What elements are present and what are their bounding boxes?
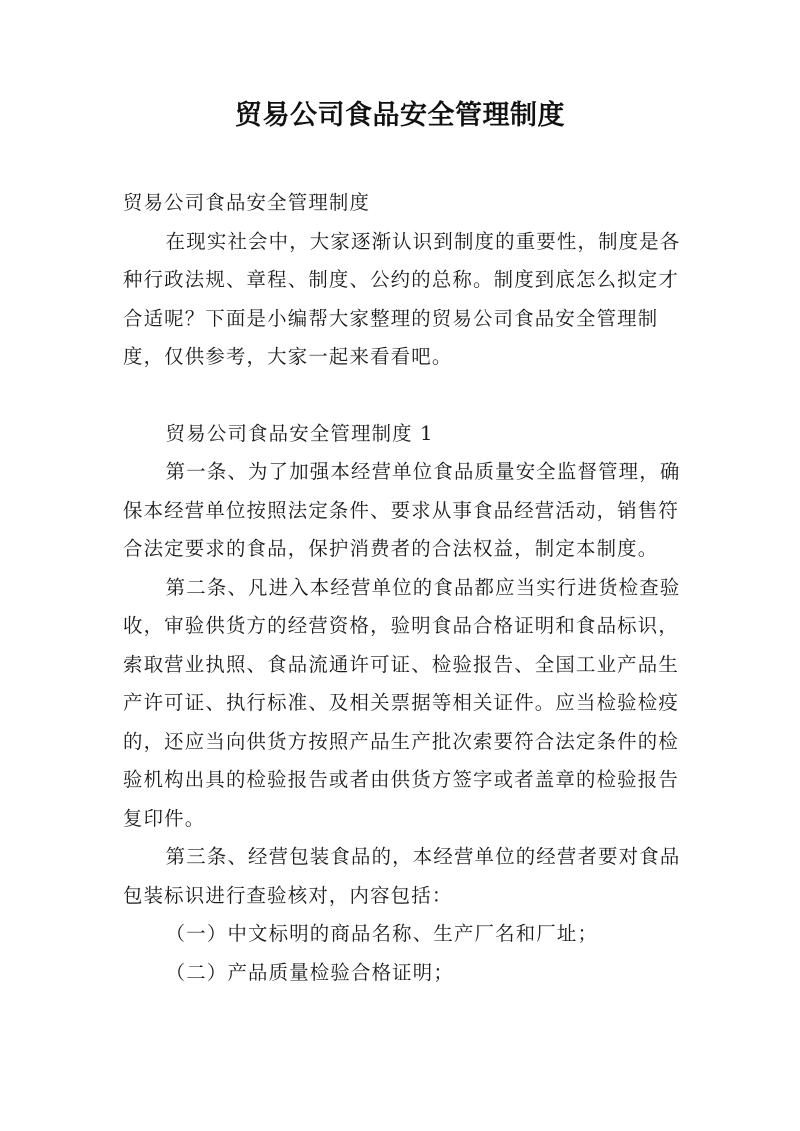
list-item-2: （二）产品质量检验合格证明； [165, 960, 454, 984]
paragraph-spacer [123, 377, 683, 415]
document-title: 贸易公司食品安全管理制度 [235, 100, 565, 131]
list-item-1: （一）中文标明的商品名称、生产厂名和厂址； [165, 922, 599, 945]
article-2-paragraph: 第二条、凡进入本经营单位的食品都应当实行进货检查验收，审验供货方的经营资格，验明食品合格证明和食品标识，索取营业执照、食品流通许可证、检验报告、全国工业产品生产许可证、执行标准、及相关票据等相关证件。应当检验检疫的，还应当向供货方按照产品生产批次索要符合法定条件的检验机构出具的检验报告或者由供货方签字或者盖章的检验报告复印件。 [123, 575, 681, 830]
article-1-paragraph: 第一条、为了加强本经营单位食品质量安全监督管理，确保本经营单位按照法定条件、要求从事食品经营活动，销售符合法定要求的食品，保护消费者的合法权益，制定本制度。 [123, 460, 681, 560]
document-subtitle: 贸易公司食品安全管理制度 [123, 191, 371, 214]
document-body [123, 184, 683, 992]
intro-paragraph: 在现实社会中，大家逐渐认识到制度的重要性，制度是各种行政法规、章程、制度、公约的总称。制度到底怎么拟定才合适呢？下面是小编帮大家整理的贸易公司食品安全管理制度，仅供参考，大家一起来看看吧。 [123, 229, 681, 368]
article-3-paragraph: 第三条、经营包装食品的，本经营单位的经营者要对食品包装标识进行查验核对，内容包括： [123, 845, 681, 907]
section-heading: 贸易公司食品安全管理制度 1 [165, 421, 434, 445]
